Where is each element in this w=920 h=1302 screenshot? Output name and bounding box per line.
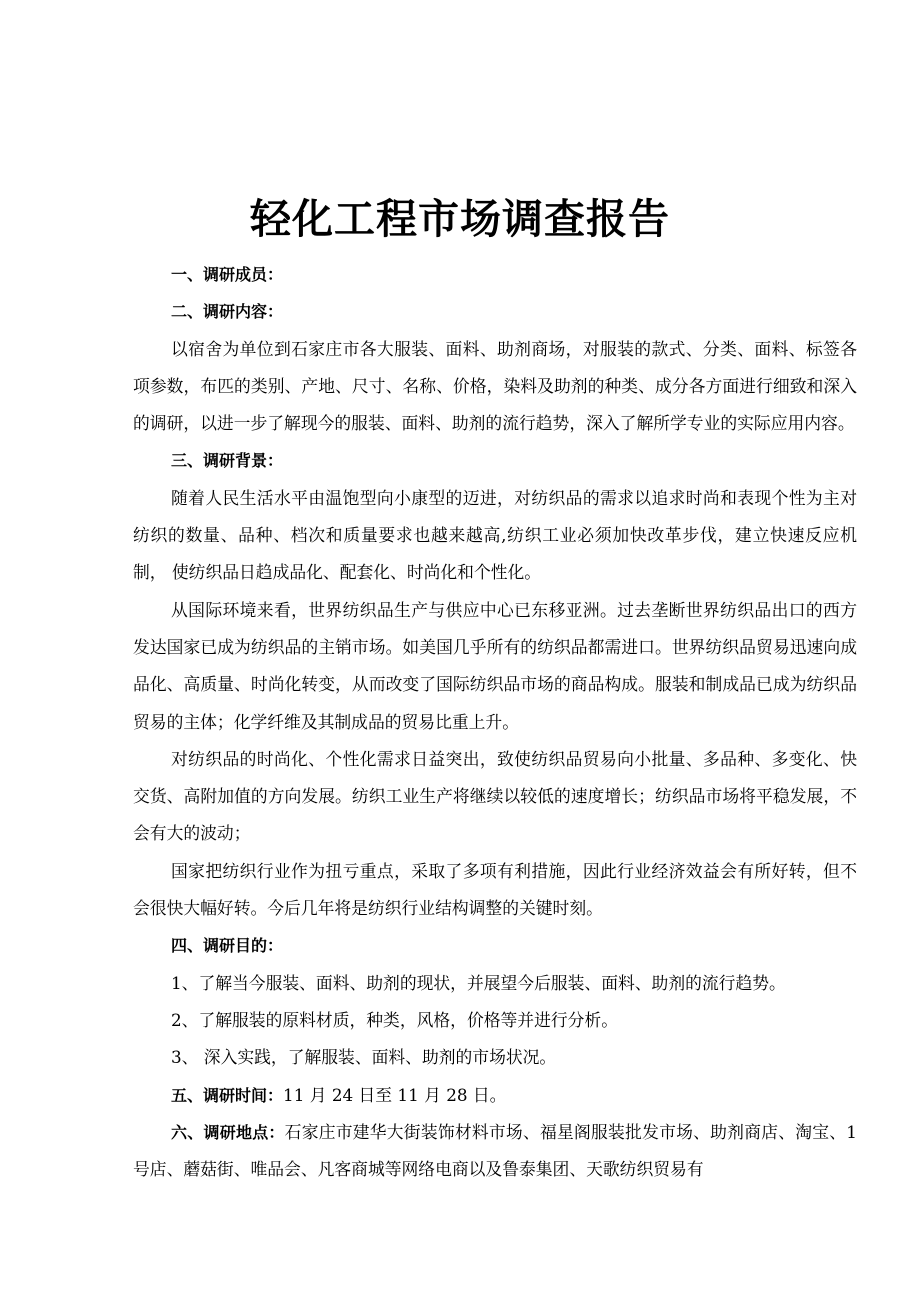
section-4-item: 1、了解当今服装、面料、助剂的现状，并展望今后服装、面料、助剂的流行趋势。 [171,972,786,993]
section-3-paragraph: 随着人民生活水平由温饱型向小康型的迈进，对纺织品的需求以追求时尚和表现个性为主对纺织的数量、品种、档次和质量要求也越来越高,纺织工业必须加快改革步伐，建立快速反应机制， 使纺织品日趋成品化、配套化、时尚化和个性化。 [133,487,857,583]
section-3-paragraph: 对纺织品的时尚化、个性化需求日益突出，致使纺织品贸易向小批量、多品种、多变化、快交货、高附加值的方向发展。纺织工业生产将继续以较低的速度增长；纺织品市场将平稳发展，不会有大的波动； [133,748,857,844]
section-4-item: 3、 深入实践，了解服装、面料、助剂的市场状况。 [171,1047,557,1068]
section-4-heading: 四、调研目的： [171,936,284,956]
section-6-line [133,1114,857,1189]
section-4-line [133,927,857,964]
section-5-heading: 五、调研时间： [171,1085,284,1105]
section-4-item: 2、了解服装的原料材质，种类，风格，价格等并进行分析。 [171,1009,618,1030]
section-5-text: 11 月 24 日至 11 月 28 日。 [283,1084,507,1105]
section-3-line [133,442,857,479]
section-2-line [133,293,857,330]
section-3-heading: 三、调研背景： [171,451,284,471]
section-6-heading: 六、调研地点： [171,1122,285,1142]
section-2-paragraph: 以宿舍为单位到石家庄市各大服装、面料、助剂商场，对服装的款式、分类、面料、标签各项参数，布匹的类别、产地、尺寸、名称、价格，染料及助剂的种类、成分各方面进行细致和深入的调研，以进一步了解现今的服装、面料、助剂的流行趋势，深入了解所学专业的实际应用内容。 [133,338,857,434]
section-3-paragraph: 国家把纺织行业作为扭亏重点，采取了多项有利措施，因此行业经济效益会有所好转，但不会很快大幅好转。今后几年将是纺织行业结构调整的关键时刻。 [133,860,857,919]
section-2-heading: 二、调研内容： [171,302,284,322]
document-body [133,256,857,1188]
section-3-paragraph: 从国际环境来看，世界纺织品生产与供应中心已东移亚洲。过去垄断世界纺织品出口的西方发达国家已成为纺织品的主销市场。如美国几乎所有的纺织品都需进口。世界纺织品贸易迅速向成品化、高质量、时尚化转变，从而改变了国际纺织品市场的商品构成。服装和制成品已成为纺织品贸易的主体；化学纤维及其制成品的贸易比重上升。 [133,599,857,732]
section-6-text: 石家庄市建华大街装饰材料市场、福星阁服装批发市场、助剂商店、淘宝、1 号店、蘑菇街、唯品会、凡客商城等网络电商以及鲁泰集团、天歌纺织贸易有 [133,1121,857,1180]
section-1-heading: 一、调研成员： [171,265,284,284]
document-title: 轻化工程市场调查报告 [250,195,670,243]
section-1-line [133,256,857,293]
section-5-line [133,1077,857,1114]
